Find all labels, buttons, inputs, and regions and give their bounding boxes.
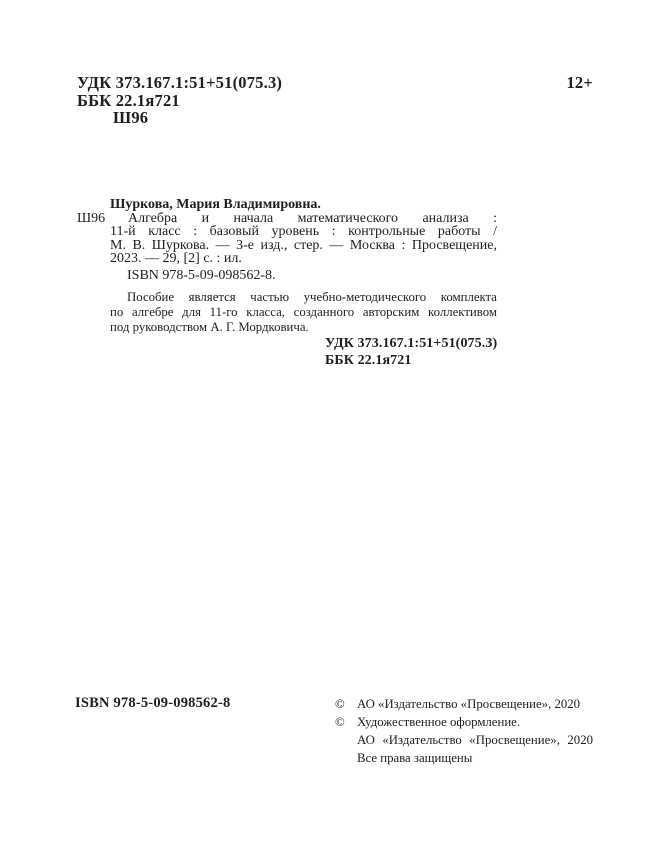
description-line: М. В. Шуркова. — 3-е изд., стер. — Москва : Просвещение,: [110, 237, 497, 253]
copyright-icon: ©: [335, 697, 345, 711]
udk-code: УДК 373.167.1:51+51(075.3): [77, 73, 283, 92]
copyright-line: АО «Издательство «Просвещение», 2020: [357, 733, 593, 747]
card-isbn: ISBN 978-5-09-098562-8.: [127, 268, 276, 283]
card-udk: УДК 373.167.1:51+51(075.3): [325, 335, 498, 351]
copyright-text: Художественное оформление.: [357, 715, 521, 729]
copyright-line: [335, 695, 593, 713]
description-line: 2023. — 29, [2] с. : ил.: [110, 251, 242, 266]
copyright-text: АО «Издательство «Просвещение», 2020: [357, 697, 581, 711]
footer-isbn: ISBN 978-5-09-098562-8: [75, 695, 231, 711]
description-line: 11-й класс : базовый уровень : контрольные работы /: [110, 224, 497, 239]
card-description: [77, 210, 497, 266]
annotation: [110, 290, 497, 335]
card-classification: [325, 335, 497, 370]
author-sign: Ш96: [113, 108, 149, 128]
card-author: Шуркова, Мария Владимировна.: [110, 197, 321, 212]
imprint-footer: [75, 695, 593, 775]
card-author-sign: Ш96: [77, 210, 106, 226]
description-line: Алгебра и начала математического анализа :: [128, 210, 497, 226]
annotation-line: по алгебре для 11-го класса, созданного авторским коллективом: [110, 304, 497, 319]
copyright-block: [335, 695, 593, 767]
card-bbk: ББК 22.1я721: [325, 353, 412, 368]
catalog-card: [77, 197, 498, 370]
classification-header: [77, 74, 593, 127]
copyright-line: [335, 713, 593, 731]
udk-line: [77, 74, 593, 92]
bbk-line: ББК 22.1я721: [77, 90, 180, 110]
copyright-line: Все права защищены: [357, 751, 473, 765]
copyright-icon: ©: [335, 715, 345, 729]
annotation-line: под руководством А. Г. Мордковича.: [110, 319, 309, 334]
age-rating-badge: 12+: [566, 73, 593, 92]
annotation-line: Пособие является частью учебно-методического комплекта: [127, 289, 497, 304]
